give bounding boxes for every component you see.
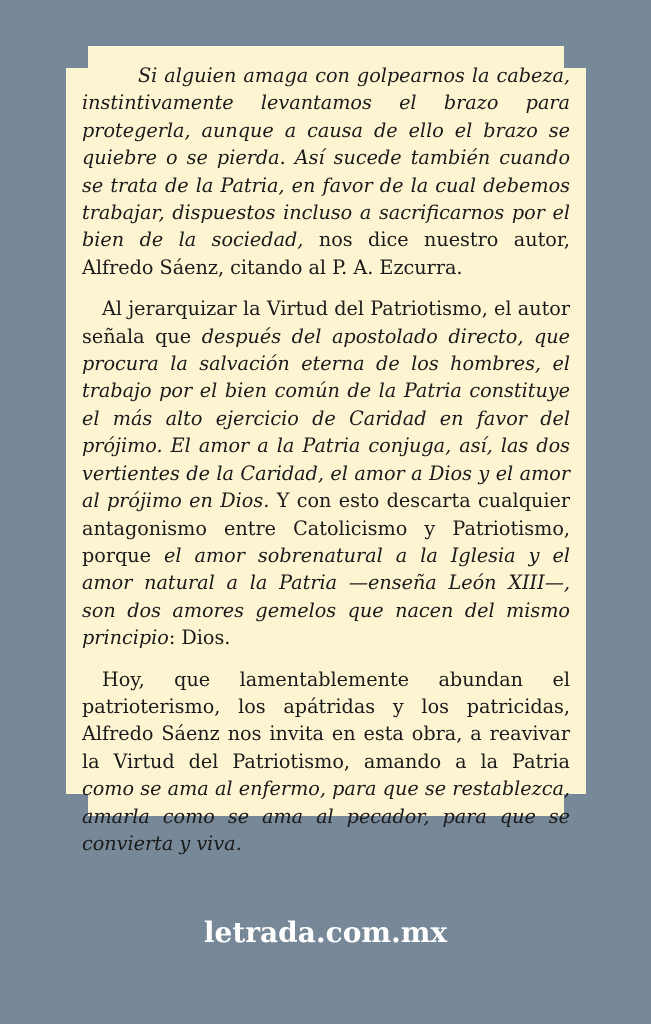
paragraph-3 xyxy=(82,666,570,858)
paragraph-text: Y con esto descarta cualquier antagonismo entre Catolicismo y Patriotismo, porque xyxy=(82,489,570,567)
corner-ornament xyxy=(66,786,74,794)
paragraph-2 xyxy=(82,295,570,651)
paragraph-text: nos dice nuestro autor, Alfredo Sáenz, citando al P. A. Ezcurra. xyxy=(82,228,571,279)
website-url: letrada.com.mx xyxy=(203,916,448,949)
quote-text: el amor sobrenatural a la Iglesia y el amor natural a la Patria —enseña León XIII—, son dos amores gemelos que nacen del mismo principio xyxy=(82,543,570,650)
back-cover-text xyxy=(82,62,570,871)
quote-text: Si alguien amaga con golpearnos la cabeza, instintivamente levantamos el brazo para protegerla, aunque a causa de ello el brazo se quiebre o se pierda. Así sucede también cuando se trata de la Patria, en favor de la cual debemos trabajar, dispuestos incluso a sacrificarnos por el bien de la sociedad, xyxy=(82,64,570,252)
corner-ornament xyxy=(578,68,586,76)
paragraph-text: Al jerarquizar la Virtud del Patriotismo, el autor señala que xyxy=(82,297,570,348)
quote-text: después del apostolado directo, que procura la salvación eterna de los hombres, el trabajo por el bien común de la Patria constituye el más alto ejercicio de Caridad en favor del prójimo. El amor a la Patria conjuga, así, las dos vertientes de la Caridad, el amor a Dios y el amor al prójimo en Dios. xyxy=(82,324,570,513)
paragraph-text: : Dios. xyxy=(168,626,231,650)
paragraph-1 xyxy=(82,62,570,281)
quote-text: como se ama al enfermo, para que se restablezca, amarla como se ama al pecador, para que se convierta y viva. xyxy=(82,777,570,855)
corner-ornament xyxy=(578,786,586,794)
paragraph-text: Hoy, que lamentablemente abundan el patrioterismo, los apátridas y los patricidas, Alfredo Sáenz nos invita en esta obra, a reavivar la Virtud del Patriotismo, amando a la Patria xyxy=(82,667,570,773)
corner-ornament xyxy=(66,68,74,76)
